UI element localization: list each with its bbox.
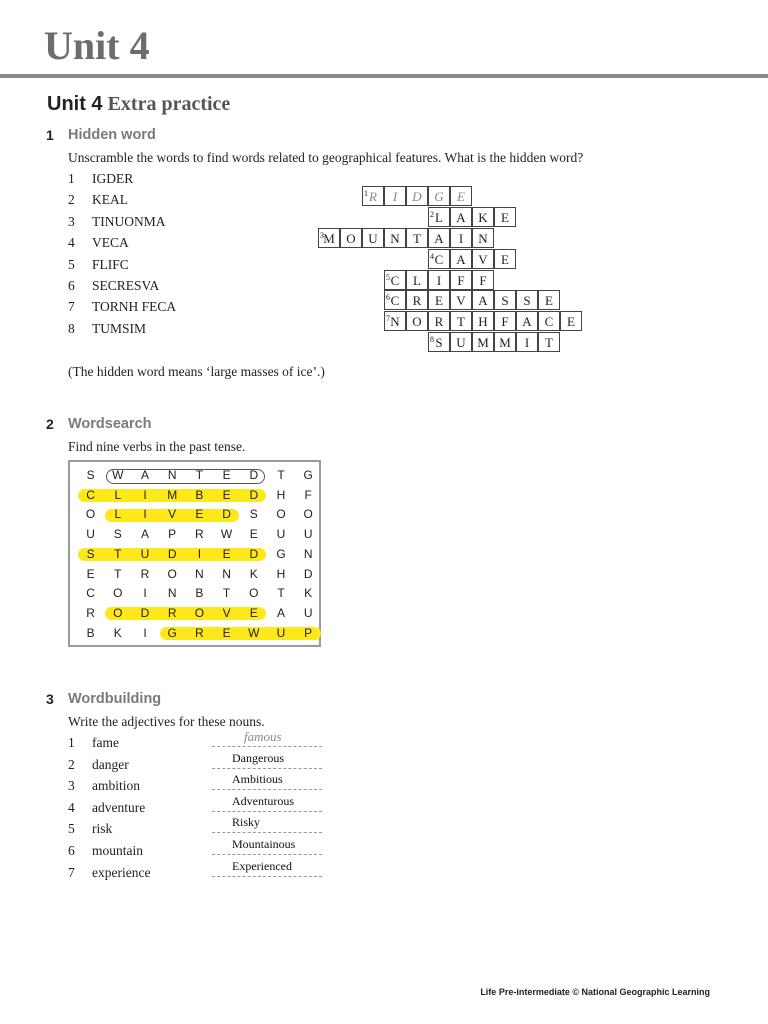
wordsearch-letter: W [248, 625, 260, 640]
wordsearch-letter: I [197, 546, 202, 561]
crossword-letter: C [544, 314, 554, 329]
scrambled-word: SECRESVA [92, 278, 160, 293]
crossword-letter: O [346, 231, 356, 246]
wordsearch-letter: E [222, 546, 231, 561]
wordsearch-letter: B [86, 625, 95, 640]
crossword-cell [516, 332, 538, 352]
noun: mountain [92, 843, 143, 858]
crossword-cell [538, 332, 560, 352]
wordsearch-letter: A [276, 605, 285, 620]
crossword-cell [472, 332, 494, 352]
wordsearch-letter: M [167, 487, 178, 502]
crossword-letter: G [434, 189, 444, 204]
wordsearch-letter: K [249, 566, 258, 581]
wordsearch-letter: E [249, 527, 258, 542]
crossword-letter: F [479, 273, 487, 288]
list-item [68, 778, 140, 798]
item-number: 5 [68, 821, 75, 837]
wordsearch-letter: O [113, 586, 123, 601]
crossword-letter: L [435, 210, 443, 225]
scrambled-word: FLIFC [92, 256, 129, 272]
item-number: 4 [68, 799, 75, 815]
section-title [47, 93, 230, 116]
crossword-letter: T [457, 314, 465, 329]
item-number: 8 [68, 320, 75, 336]
crossword-letter: D [412, 189, 422, 204]
wordsearch-letter: T [195, 468, 204, 482]
wordsearch-letter: S [113, 527, 122, 542]
exercise-2-number: 2 [46, 416, 54, 432]
wordsearch-letter: V [168, 507, 177, 522]
crossword-cell [538, 290, 560, 310]
crossword-letter: R [434, 314, 444, 329]
crossword-cell [384, 186, 406, 206]
crossword-cell [450, 270, 472, 290]
wordsearch-letter: K [113, 625, 122, 640]
crossword-letter: R [412, 293, 422, 308]
crossword-cell [384, 311, 406, 331]
crossword-cell [428, 270, 450, 290]
crossword-cell [362, 186, 384, 206]
wordsearch-letter: D [222, 507, 231, 522]
answer-text: Mountainous [232, 837, 296, 851]
item-number: 6 [68, 843, 75, 858]
list-item [68, 735, 119, 755]
answer-text: Risky [232, 815, 261, 830]
wordsearch-letter: A [140, 527, 149, 542]
noun: danger [92, 756, 129, 772]
scrambled-word: KEAL [92, 192, 128, 208]
list-item [68, 865, 150, 885]
wordsearch-letter: S [86, 468, 95, 482]
wordsearch-letter: E [195, 507, 204, 522]
wordsearch-letter: P [304, 625, 313, 640]
answer-line [212, 876, 322, 877]
answer-line [212, 768, 322, 769]
crossword-cell [516, 311, 538, 331]
wordsearch-letter: P [168, 527, 177, 542]
crossword-cell [428, 332, 450, 352]
list-item [68, 257, 129, 277]
crossword-letter: E [435, 293, 443, 308]
crossword-letter: C [390, 293, 400, 308]
noun: experience [92, 864, 151, 880]
crossword-cell [406, 290, 428, 310]
item-number: 4 [68, 235, 75, 251]
crossword-letter: T [545, 335, 553, 350]
crossword-cell [428, 228, 450, 248]
answer-line [212, 746, 322, 747]
wordsearch-letter: A [140, 468, 149, 482]
crossword-letter: M [477, 335, 489, 350]
noun: adventure [92, 799, 146, 815]
exercise-3-title: Wordbuilding [68, 691, 162, 707]
crossword-letter: N [478, 231, 488, 246]
wordsearch-letter: U [276, 527, 286, 542]
wordsearch-letter: U [276, 625, 286, 640]
crossword-letter: S [435, 335, 443, 350]
wordsearch-letter: S [249, 507, 258, 522]
crossword-letter: E [567, 314, 575, 329]
crossword-letter: V [456, 293, 466, 308]
wordsearch-letter: G [303, 468, 313, 482]
list-item [68, 757, 129, 777]
answer-text: famous [244, 729, 282, 744]
footer-credit: Life Pre-intermediate © National Geographic Learning [480, 987, 710, 997]
crossword-cell [450, 332, 472, 352]
crossword-letter: I [458, 231, 464, 246]
crossword-cell [384, 270, 406, 290]
crossword-cell [450, 311, 472, 331]
wordsearch-letter: T [277, 586, 285, 601]
crossword-letter: V [478, 252, 488, 267]
clue-number: 3 [320, 231, 324, 240]
item-number: 7 [68, 864, 75, 880]
wordsearch-letter: D [249, 468, 259, 482]
crossword-cell [428, 311, 450, 331]
crossword-letter: E [545, 293, 553, 308]
wordsearch-letter: U [303, 527, 313, 542]
clue-number: 7 [386, 314, 390, 323]
scrambled-word: IGDER [92, 171, 134, 186]
section-title-main: Unit 4 [47, 93, 103, 115]
crossword-letter: I [392, 189, 398, 204]
section-title-sub: Extra practice [107, 93, 231, 115]
crossword-letter: C [390, 273, 400, 288]
list-item [68, 278, 159, 298]
crossword-cell [472, 290, 494, 310]
answer-line [212, 789, 322, 790]
crossword-letter: S [501, 293, 509, 308]
wordsearch-letter: T [114, 546, 122, 561]
wordsearch-letter: O [85, 507, 96, 522]
wordsearch-grid [68, 460, 321, 647]
crossword-cell [560, 311, 582, 331]
wordsearch-letter: T [277, 468, 285, 482]
wordsearch-letter: D [249, 546, 259, 561]
answer-text: Dangerous [232, 750, 284, 765]
wordsearch-letter: D [249, 487, 259, 502]
list-item [68, 299, 176, 319]
wordsearch-letter: N [167, 468, 177, 482]
crossword-letter: F [457, 273, 465, 288]
exercise-2-instruction: Find nine verbs in the past tense. [68, 439, 246, 454]
wordsearch-letter: O [303, 507, 313, 522]
wordsearch-letter: N [303, 546, 313, 561]
item-number: 7 [68, 299, 75, 315]
crossword-letter: L [413, 273, 421, 288]
crossword-cell [428, 290, 450, 310]
crossword-letter: F [501, 314, 509, 329]
crossword-cell [494, 207, 516, 227]
scrambled-word: TUMSIM [92, 320, 147, 336]
crossword-letter: A [434, 231, 444, 246]
item-number: 5 [68, 256, 75, 272]
crossword-cell [428, 249, 450, 269]
crossword-cell [406, 270, 428, 290]
wordsearch-letter: R [195, 625, 204, 640]
wordsearch-letter: R [140, 566, 150, 581]
item-number: 6 [68, 278, 75, 293]
crossword-letter: A [478, 293, 488, 308]
crossword-letter: I [436, 273, 442, 288]
wordsearch-letter: G [276, 546, 286, 561]
crossword-cell [450, 290, 472, 310]
wordsearch-letter: B [195, 487, 204, 502]
wordsearch-letter: N [222, 566, 231, 581]
crossword-letter: E [501, 252, 509, 267]
crossword-letter: E [501, 210, 509, 225]
wordsearch-letter: W [112, 468, 124, 482]
crossword-letter: E [457, 189, 465, 204]
crossword-letter: A [456, 210, 466, 225]
wordsearch-letter: D [303, 566, 313, 581]
exercise-1-number: 1 [46, 127, 54, 143]
crossword-letter: R [369, 189, 377, 204]
list-item [68, 321, 146, 341]
wordsearch-letter: T [222, 586, 231, 601]
crossword-cell [384, 228, 406, 248]
list-item [68, 843, 143, 863]
noun: risk [92, 821, 113, 837]
wordsearch-letter: C [86, 487, 95, 502]
clue-number: 4 [430, 252, 434, 261]
header-rule [0, 74, 768, 78]
exercise-3-number: 3 [46, 691, 54, 707]
exercise-1-instruction: Unscramble the words to find words related to geographical features. What is the hidden word? [68, 150, 584, 165]
wordsearch-letter: U [140, 546, 150, 561]
wordsearch-letter: N [195, 566, 204, 581]
answer-line [212, 854, 322, 855]
list-item [68, 214, 166, 234]
crossword-cell [406, 186, 428, 206]
wordsearch-letter: R [195, 527, 204, 542]
crossword-letter: O [412, 314, 422, 329]
wordsearch-letter: O [249, 586, 259, 601]
wordsearch-letter: L [114, 507, 122, 522]
crossword-cell [472, 270, 494, 290]
crossword-cell [340, 228, 362, 248]
wordsearch-letter: E [222, 487, 231, 502]
wordsearch-letter: H [276, 487, 286, 502]
wordsearch-letter: D [140, 605, 150, 620]
clue-number: 1 [364, 189, 368, 198]
exercise-3-instruction: Write the adjectives for these nouns. [68, 714, 265, 729]
wordsearch-letter: U [86, 527, 95, 542]
crossword-cell [494, 332, 516, 352]
wordsearch-letter: K [304, 586, 313, 601]
wordsearch-letter: W [220, 527, 233, 542]
example-word-outline [106, 469, 265, 484]
crossword-letter: C [434, 252, 444, 267]
wordsearch-letter: C [86, 586, 95, 601]
wordsearch-letter: O [113, 605, 123, 620]
crossword-cell [472, 207, 494, 227]
wordsearch-letter: S [86, 546, 95, 561]
item-number: 1 [68, 735, 75, 750]
wordsearch-letter: I [143, 625, 147, 640]
item-number: 2 [68, 756, 75, 772]
wordsearch-letter: T [114, 566, 122, 581]
item-number: 1 [68, 171, 75, 186]
wordsearch-letter: R [167, 605, 177, 620]
wordsearch-letter: I [143, 487, 147, 502]
wordsearch-letter: I [143, 507, 147, 522]
answer-text: Experienced [232, 858, 292, 873]
wordsearch-letter: E [222, 625, 231, 640]
crossword-letter: U [456, 335, 466, 350]
crossword-letter: N [390, 314, 400, 329]
answer-text: Ambitious [232, 772, 283, 787]
crossword-cell [428, 207, 450, 227]
noun: fame [92, 735, 119, 750]
wordsearch-letter: B [195, 586, 204, 601]
item-number: 3 [68, 213, 75, 229]
unit-header: Unit 4 [44, 23, 150, 68]
wordsearch-letter: R [86, 605, 95, 620]
wordsearch-letter: V [222, 605, 231, 620]
exercise-2-title: Wordsearch [68, 416, 152, 432]
crossword-cell [494, 290, 516, 310]
wordsearch-letter: E [86, 566, 95, 581]
clue-number: 6 [386, 293, 390, 302]
wordsearch-letter: E [222, 468, 231, 482]
scrambled-word: TORNH FECA [92, 299, 177, 315]
list-item [68, 821, 112, 841]
crossword-cell [472, 249, 494, 269]
wordsearch-letter: O [167, 566, 177, 581]
noun: ambition [92, 778, 140, 794]
wordsearch-letter: I [143, 586, 147, 601]
wordsearch-letter: E [249, 605, 258, 620]
crossword-letter: I [524, 335, 530, 350]
crossword-cell [472, 228, 494, 248]
clue-number: 8 [430, 335, 434, 344]
wordsearch-letter: D [167, 546, 177, 561]
item-number: 2 [68, 192, 75, 208]
wordsearch-letter: F [304, 487, 312, 502]
exercise-1-title: Hidden word [68, 127, 156, 143]
list-item [68, 192, 128, 212]
item-number: 3 [68, 778, 75, 794]
list-item [68, 171, 133, 191]
crossword-letter: A [456, 252, 466, 267]
crossword-cell [516, 290, 538, 310]
answer-line [212, 832, 322, 833]
list-item [68, 235, 129, 255]
crossword-cell [406, 311, 428, 331]
crossword-letter: A [522, 314, 532, 329]
wordsearch-letter: L [114, 487, 122, 502]
crossword-cell [450, 228, 472, 248]
crossword-cell [472, 311, 494, 331]
crossword-cell [318, 228, 340, 248]
exercise-1-note: (The hidden word means ‘large masses of ice’.) [68, 364, 325, 379]
crossword-cell [450, 186, 472, 206]
clue-number: 2 [430, 210, 434, 219]
scrambled-word: TINUONMA [92, 213, 166, 229]
crossword-letter: N [390, 231, 400, 246]
crossword-cell [428, 186, 450, 206]
wordsearch-letter: U [303, 605, 313, 620]
crossword-letter: U [368, 231, 378, 246]
clue-number: 5 [386, 273, 390, 282]
crossword-letter: T [413, 231, 421, 246]
wordsearch-letter: G [167, 625, 177, 640]
crossword-letter: M [323, 231, 335, 246]
wordsearch-letter: H [276, 566, 286, 581]
answer-text: Adventurous [232, 793, 294, 808]
crossword-cell [494, 311, 516, 331]
crossword-cell [384, 290, 406, 310]
crossword-cell [494, 249, 516, 269]
crossword-letter: S [523, 293, 531, 308]
crossword-letter: H [478, 314, 488, 329]
crossword-cell [362, 228, 384, 248]
crossword-cell [538, 311, 560, 331]
crossword-letter: M [499, 335, 511, 350]
crossword-cell [406, 228, 428, 248]
crossword-letter: K [478, 210, 488, 225]
wordsearch-letter: O [194, 605, 205, 620]
scrambled-word: VECA [92, 235, 129, 251]
answer-line [212, 811, 322, 812]
crossword-cell [450, 207, 472, 227]
wordsearch-letter: O [276, 507, 286, 522]
list-item [68, 800, 145, 820]
crossword-cell [450, 249, 472, 269]
wordsearch-letter: N [167, 586, 177, 601]
